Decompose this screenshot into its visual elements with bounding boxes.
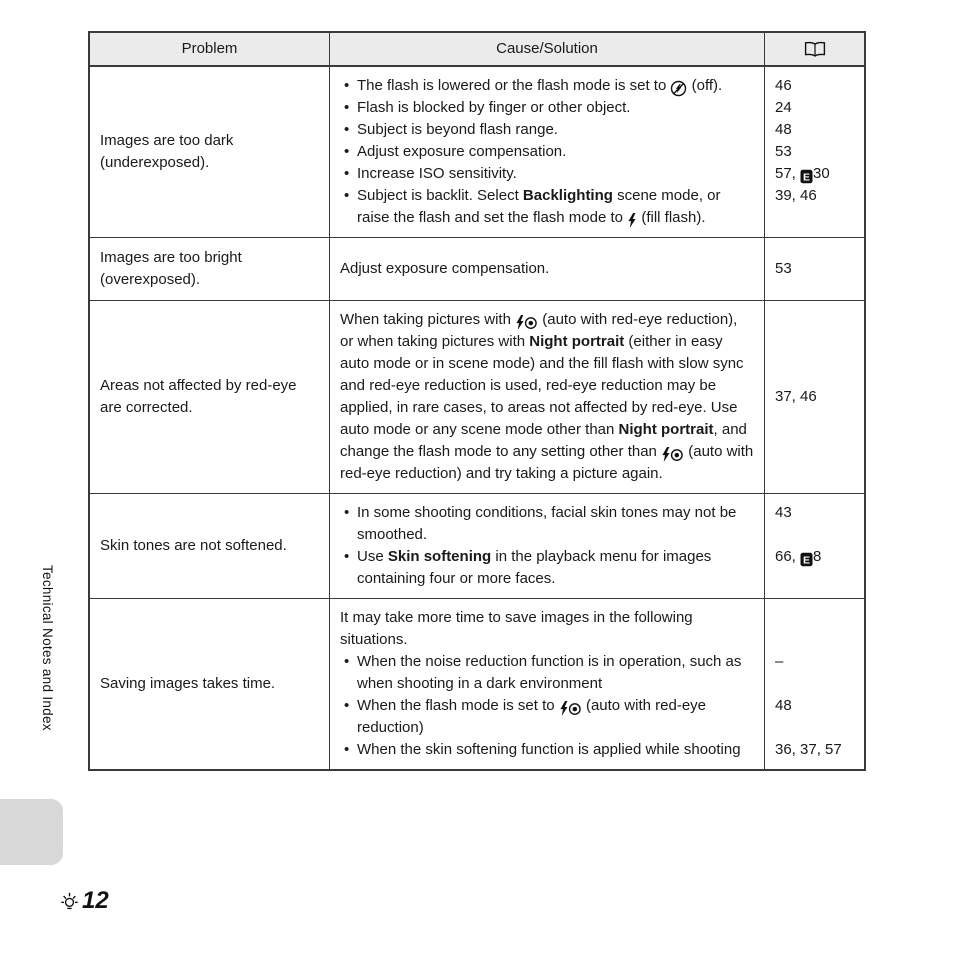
cause-cell — [329, 494, 764, 598]
page-ref: 48 — [775, 121, 792, 138]
problem-cell: Areas not affected by red-eye are corrected. — [100, 377, 297, 416]
page-number: 12 — [82, 887, 109, 914]
table-row-too-dark — [90, 67, 864, 237]
cause-text: Adjust exposure compensation. — [340, 260, 550, 277]
header-problem: Problem — [181, 40, 238, 57]
bullet-item: • Increase ISO sensitivity. — [357, 163, 754, 185]
page-ref-cell — [764, 599, 864, 769]
cause-cell — [329, 67, 764, 237]
red-eye-icon — [515, 315, 538, 330]
problem-cell: Images are too bright (overexposed). — [100, 249, 242, 288]
page-ref: 66, E 8 — [775, 548, 822, 567]
table-row-skin-tones — [90, 493, 864, 598]
table-row-saving-time — [90, 598, 864, 769]
bullet-item: • Subject is beyond flash range. — [357, 119, 754, 141]
cause-intro: It may take more time to save images in the following situations. — [340, 609, 693, 648]
page-ref: 53 — [775, 143, 792, 160]
cause-bullet-list — [340, 651, 754, 761]
page-ref: – — [775, 653, 784, 670]
lamp-icon — [60, 891, 79, 912]
svg-text:E: E — [803, 171, 811, 184]
bullet-item: • The flash is lowered or the flash mode is set to (off). — [357, 75, 754, 97]
ref-e-icon — [800, 552, 813, 567]
cause-bullet-list — [340, 75, 754, 229]
svg-text:E: E — [803, 554, 811, 567]
ref-e-icon — [800, 169, 813, 184]
header-cause-solution: Cause/Solution — [329, 33, 764, 65]
page-ref: 53 — [775, 260, 792, 277]
bullet-item: • When the flash mode is set to (auto with red-eye reduction) — [357, 695, 754, 739]
red-eye-icon — [559, 701, 582, 716]
page-ref: 24 — [775, 99, 792, 116]
cause-cell — [329, 301, 764, 493]
cause-text: When taking pictures with (auto with red-eye reduction), or when taking pictures with Night portrait (either in easy auto mode or in scene mode) and the fill flash with slow sync and red-eye reduction is used, red-eye reduction may be applied, in rare cases, to areas not affected by red-eye. Use auto mode or any scene mode other than Night portrait, and change the flash mode to any setting other than (auto with red-eye reduction) and try taking a picture again. — [340, 311, 754, 482]
bullet-item: • In some shooting conditions, facial skin tones may not be smoothed. — [357, 502, 754, 546]
book-icon — [804, 41, 826, 57]
bullet-item: • Flash is blocked by finger or other object. — [357, 97, 754, 119]
sidebar-section-label: Technical Notes and Index — [40, 565, 55, 731]
page-ref: 46 — [775, 77, 792, 94]
page-ref: 57, E 30 — [775, 165, 830, 184]
table-row-too-bright — [90, 237, 864, 300]
page-ref-cell — [764, 67, 864, 237]
page-ref: 39, 46 — [775, 187, 817, 204]
bullet-item: • Use Skin softening in the playback menu for images containing four or more faces. — [357, 546, 754, 590]
table-header-row — [90, 33, 864, 67]
bullet-item: • Adjust exposure compensation. — [357, 141, 754, 163]
sidebar-section-tab — [0, 799, 63, 865]
flash-fill-icon — [627, 213, 637, 228]
page-ref: 43 — [775, 504, 792, 521]
cause-bullet-list — [340, 502, 754, 590]
cause-cell — [329, 599, 764, 769]
page-ref-cell — [764, 238, 864, 300]
table-row-red-eye — [90, 300, 864, 493]
bullet-item: • Subject is backlit. Select Backlighting scene mode, or raise the flash and set the flash mode to (fill flash). — [357, 185, 754, 229]
page-ref: 48 — [775, 697, 792, 714]
page-ref: 36, 37, 57 — [775, 741, 842, 758]
header-page-ref — [764, 33, 864, 65]
red-eye-icon — [661, 447, 684, 462]
problem-cell: Saving images takes time. — [100, 675, 276, 692]
page-ref-cell — [764, 301, 864, 493]
flash-off-icon — [670, 80, 687, 97]
page-footer — [60, 887, 109, 914]
page-ref: 37, 46 — [775, 388, 817, 405]
bullet-item: • When the noise reduction function is in operation, such as when shooting in a dark environment — [357, 651, 754, 695]
problem-cell: Images are too dark (underexposed). — [100, 132, 234, 171]
troubleshooting-table — [88, 31, 866, 771]
page-ref-cell — [764, 494, 864, 598]
problem-cell: Skin tones are not softened. — [100, 537, 287, 554]
cause-cell — [329, 238, 764, 300]
bullet-item: • When the skin softening function is applied while shooting — [357, 739, 754, 761]
